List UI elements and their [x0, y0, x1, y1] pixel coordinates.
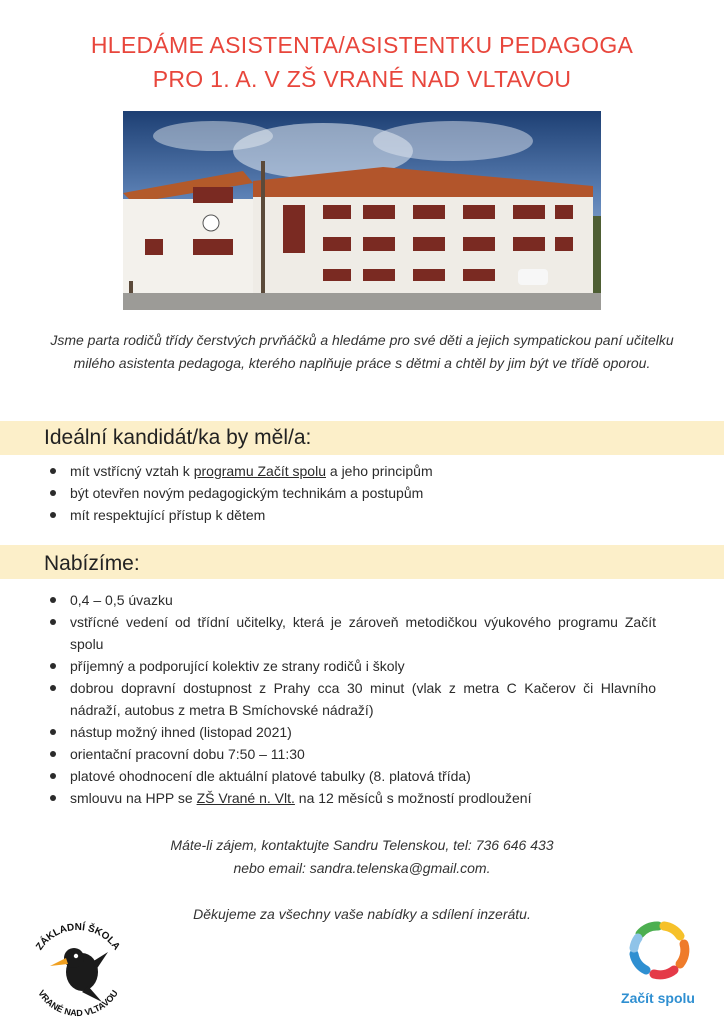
- list-item: mít respektující přístup k dětem: [44, 504, 684, 526]
- school-logo-top-text: ZÁKLADNÍ ŠKOLA: [34, 921, 122, 953]
- program-link[interactable]: programu Začít spolu: [193, 463, 326, 479]
- zacit-spolu-logo-text: Začít spolu: [621, 990, 695, 1006]
- list-item: [44, 460, 684, 482]
- school-logo: [22, 912, 134, 1024]
- school-link[interactable]: ZŠ Vrané n. Vlt.: [196, 790, 295, 806]
- crow-icon: [50, 948, 108, 1002]
- list-item: 0,4 – 0,5 úvazku: [44, 589, 656, 611]
- svg-text:VRANÉ NAD VLTAVOU: [36, 988, 120, 1018]
- page-title: [0, 28, 724, 96]
- offer-list: [44, 589, 656, 809]
- intro-text: Jsme parta rodičů třídy čerstvých prvňáčků a hledáme pro své děti a jejich sympatickou paní učitelku milého asistenta pedagoga, kterého naplňuje práce s dětmi a chtěl by jim být ve třídě oporou.: [50, 332, 674, 371]
- item-text: a jeho principům: [326, 463, 433, 479]
- contact-block: [60, 834, 664, 880]
- svg-text:ZÁKLADNÍ ŠKOLA: [34, 920, 122, 952]
- contact-line-2: nebo email: sandra.telenska@gmail.com.: [233, 860, 491, 876]
- list-item: dobrou dopravní dostupnost z Prahy cca 30 minut (vlak z metra C Kačerov či Hlavního nádraží, autobus z metra B Smíchovské nádraží): [44, 677, 656, 721]
- candidate-heading: Ideální kandidát/ka by měl/a:: [44, 426, 312, 449]
- item-text: na 12 měsíců s možností prodloužení: [294, 790, 532, 806]
- zacit-spolu-logo: [618, 920, 700, 980]
- school-logo-bottom-text: VRANÉ NAD VLTAVOU: [36, 988, 120, 1019]
- title-line-1: HLEDÁME ASISTENTA/ASISTENTKU PEDAGOGA: [90, 32, 634, 58]
- contact-line-1: Máte-li zájem, kontaktujte Sandru Telenskou, tel: 736 646 433: [170, 837, 554, 853]
- list-item: vstřícné vedení od třídní učitelky, která je zároveň metodičkou výukového programu Začít spolu: [44, 611, 656, 655]
- list-item: [44, 787, 656, 809]
- candidate-list: [44, 460, 684, 526]
- candidate-heading-band: [0, 421, 724, 455]
- item-text: smlouvu na HPP se: [70, 790, 197, 806]
- offer-heading: Nabízíme:: [44, 552, 140, 575]
- list-item: být otevřen novým pedagogickým technikám a postupům: [44, 482, 684, 504]
- item-text: mít vstřícný vztah k: [70, 463, 194, 479]
- list-item: příjemný a podporující kolektiv ze strany rodičů i školy: [44, 655, 656, 677]
- title-line-2: PRO 1. A. V ZŠ VRANÉ NAD VLTAVOU: [152, 66, 572, 92]
- list-item: orientační pracovní dobu 7:50 – 11:30: [44, 743, 656, 765]
- list-item: platové ohodnocení dle aktuální platové tabulky (8. platová třída): [44, 765, 656, 787]
- list-item: nástup možný ihned (listopad 2021): [44, 721, 656, 743]
- school-building-photo: [123, 111, 601, 310]
- thanks-text: Děkujeme za všechny vaše nabídky a sdílení inzerátu.: [193, 906, 531, 922]
- circle-of-hands-icon: [618, 920, 700, 980]
- offer-heading-band: [0, 545, 724, 579]
